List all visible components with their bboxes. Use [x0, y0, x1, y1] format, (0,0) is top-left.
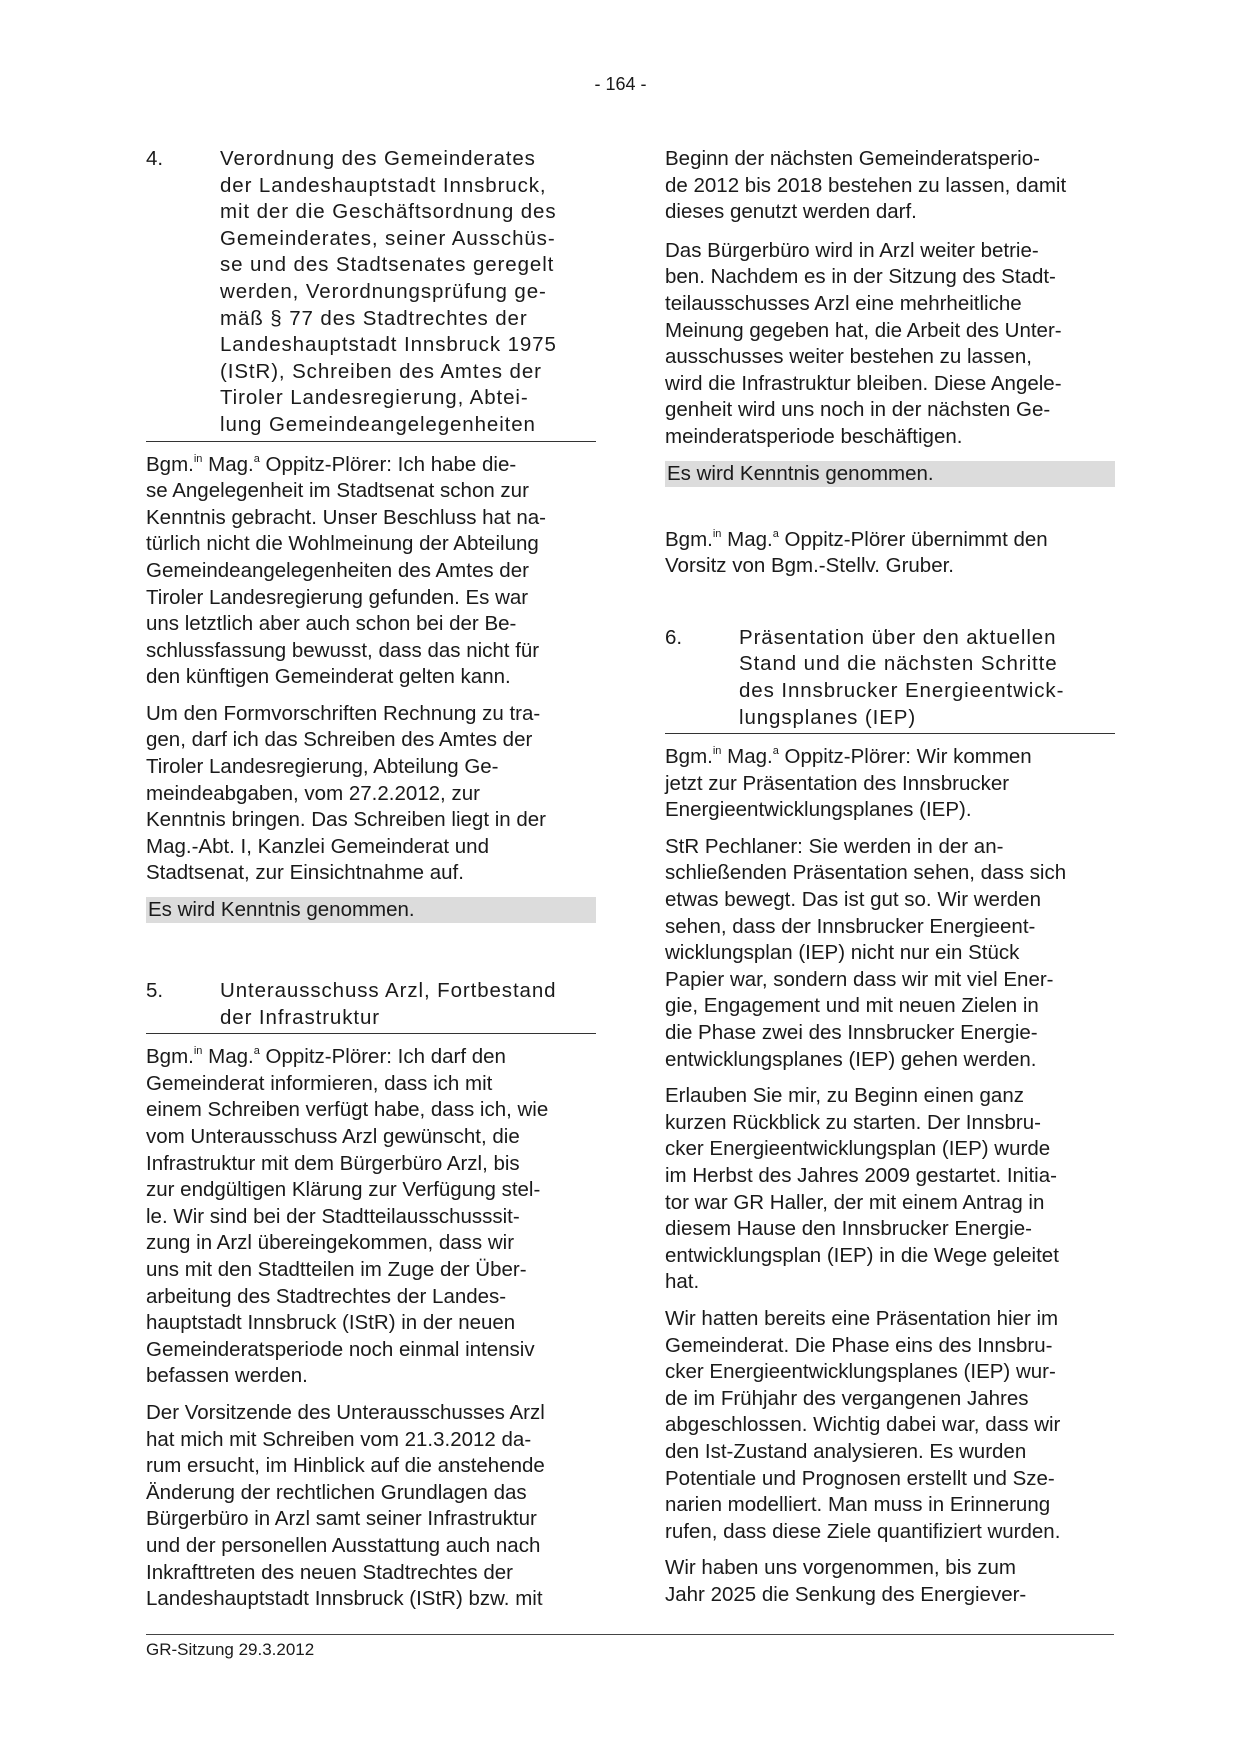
line: se und des Stadtsenates geregelt — [220, 253, 555, 277]
line: lungsplanes (IEP) — [739, 705, 917, 729]
line: StR Pechlaner: Sie werden in der an- — [665, 834, 1004, 858]
speaker-title: Mag. — [721, 527, 773, 551]
agenda-number: 6. — [665, 625, 683, 649]
paragraph — [665, 146, 1115, 226]
speaker-title: Bgm. — [146, 1045, 194, 1069]
line: diesem Hause den Innsbrucker Energie- — [665, 1217, 1032, 1241]
line: Landeshauptstadt Innsbruck (IStR) bzw. mit — [146, 1587, 543, 1611]
line: ben. Nachdem es in der Sitzung des Stadt- — [665, 265, 1056, 289]
line: zur endgültigen Klärung zur Verfügung stel- — [146, 1178, 541, 1202]
line — [146, 452, 596, 479]
line: Vorsitz von Bgm.-Stellv. Gruber. — [665, 554, 955, 578]
line: Mag.-Abt. I, Kanzlei Gemeinderat und — [146, 834, 489, 858]
paragraph — [665, 1306, 1115, 1545]
line: etwas bewegt. Das ist gut so. Wir werden — [665, 888, 1041, 912]
left-column — [146, 146, 596, 1623]
line: Verordnung des Gemeinderates — [220, 147, 536, 170]
line: Erlauben Sie mir, zu Beginn einen ganz — [665, 1084, 1024, 1108]
line: mäß § 77 des Stadtrechtes der — [220, 306, 528, 330]
line: gen, darf ich das Schreiben des Amtes der — [146, 728, 533, 752]
line: wicklungsplan (IEP) nicht nur ein Stück — [665, 941, 1020, 965]
line: sehen, dass der Innsbrucker Energieent- — [665, 914, 1036, 938]
speaker-text: Oppitz-Plörer: Wir kommen — [778, 745, 1032, 769]
line: rufen, dass diese Ziele quantifiziert wurden. — [665, 1519, 1061, 1543]
line: lung Gemeindeangelegenheiten — [220, 412, 536, 436]
line: jetzt zur Präsentation des Innsbrucker — [665, 771, 1010, 795]
line: cker Energieentwicklungsplanes (IEP) wur- — [665, 1360, 1056, 1384]
line: wird die Infrastruktur bleiben. Diese Angele- — [665, 371, 1062, 395]
line: Meinung gegeben hat, die Arbeit des Unter- — [665, 318, 1062, 342]
agenda-title — [220, 146, 596, 439]
line: gie, Engagement und mit neuen Zielen in — [665, 994, 1039, 1018]
line: Bürgerbüro in Arzl samt seiner Infrastruktur — [146, 1507, 537, 1531]
line: arbeitung des Stadtrechtes der Landes- — [146, 1284, 507, 1308]
line: Gemeinderat. Die Phase eins des Innsbru- — [665, 1333, 1053, 1357]
line: einem Schreiben verfügt habe, dass ich, wie — [146, 1098, 549, 1122]
line: der Infrastruktur — [220, 1005, 380, 1029]
line: vom Unterausschuss Arzl gewünscht, die — [146, 1125, 520, 1148]
line: die Phase zwei des Innsbrucker Energie- — [665, 1021, 1038, 1045]
superscript: in — [712, 745, 722, 758]
line: den Ist-Zustand analysieren. Es wurden — [665, 1439, 1027, 1463]
line: ausschusses weiter bestehen zu lassen, — [665, 345, 1032, 369]
chair-change-note — [665, 527, 1115, 580]
line: Kenntnis gebracht. Unser Beschluss hat na- — [146, 505, 546, 529]
line: Der Vorsitzende des Unterausschusses Arzl — [146, 1400, 545, 1424]
superscript: in — [712, 527, 722, 540]
superscript: a — [253, 1045, 260, 1058]
right-column — [665, 146, 1115, 1619]
paragraph — [146, 701, 596, 887]
superscript: a — [772, 745, 779, 758]
line: Tiroler Landesregierung, Abtei- — [220, 386, 529, 410]
line: Präsentation über den aktuellen — [739, 625, 1057, 649]
line: rum ersucht, im Hinblick auf die anstehende — [146, 1454, 545, 1478]
line: des Innsbrucker Energieentwick- — [739, 678, 1065, 702]
line: der Landeshauptstadt Innsbruck, — [220, 173, 547, 197]
line: (IStR), Schreiben des Amtes der — [220, 359, 542, 383]
line: entwicklungsplanes (IEP) gehen werden. — [665, 1047, 1037, 1071]
speaker-title: Bgm. — [665, 527, 713, 551]
paragraph — [665, 744, 1115, 824]
paragraph — [665, 834, 1115, 1073]
line: teilausschusses Arzl eine mehrheitliche — [665, 291, 1022, 315]
line: Gemeinderates, seiner Ausschüs- — [220, 226, 556, 250]
line: Energieentwicklungsplanes (IEP). — [665, 798, 972, 822]
line: uns letztlich aber auch schon bei der Be- — [146, 612, 517, 636]
line: cker Energieentwicklungsplan (IEP) wurde — [665, 1137, 1051, 1161]
line: hat. — [665, 1270, 700, 1294]
agenda-item-6 — [665, 625, 1115, 734]
paragraph — [665, 1083, 1115, 1296]
superscript: a — [772, 527, 779, 540]
speaker-title: Mag. — [202, 452, 254, 476]
line: Potentiale und Prognosen erstellt und Sze- — [665, 1466, 1055, 1490]
line: Wir haben uns vorgenommen, bis zum — [665, 1556, 1016, 1580]
line: Gemeinderatsperiode noch einmal intensiv — [146, 1337, 535, 1361]
paragraph — [146, 1044, 596, 1390]
line: Infrastruktur mit dem Bürgerbüro Arzl, bis — [146, 1151, 520, 1175]
line: Um den Formvorschriften Rechnung zu tra- — [146, 701, 541, 725]
line: entwicklungsplan (IEP) in die Wege geleitet — [665, 1243, 1059, 1267]
line — [665, 744, 1115, 771]
line: Änderung der rechtlichen Grundlagen das — [146, 1480, 527, 1504]
line: hat mich mit Schreiben vom 21.3.2012 da- — [146, 1427, 532, 1451]
line: Papier war, sondern dass wir mit viel Ener- — [665, 967, 1054, 991]
line: Gemeinderat informieren, dass ich mit — [146, 1071, 493, 1095]
line: de 2012 bis 2018 bestehen zu lassen, damit — [665, 173, 1067, 197]
line: meinderatsperiode beschäftigen. — [665, 424, 963, 448]
line: kurzen Rückblick zu starten. Der Innsbru- — [665, 1110, 1041, 1134]
superscript: in — [193, 1045, 203, 1058]
paragraph — [665, 1555, 1115, 1608]
line: le. Wir sind bei der Stadtteilausschusssit- — [146, 1204, 520, 1228]
line — [146, 1044, 596, 1071]
line: Beginn der nächsten Gemeinderatsperio- — [665, 147, 1040, 170]
line: Stadtsenat, zur Einsichtnahme auf. — [146, 861, 464, 885]
speaker-title: Mag. — [721, 745, 773, 769]
agenda-item-4 — [146, 146, 596, 442]
line: schlussfassung bewusst, dass das nicht für — [146, 638, 540, 662]
agenda-number: 5. — [146, 979, 164, 1003]
resolution-note: Es wird Kenntnis genommen. — [146, 897, 596, 923]
line: werden, Verordnungsprüfung ge- — [220, 279, 547, 303]
line: den künftigen Gemeinderat gelten kann. — [146, 665, 511, 689]
line: Kenntnis bringen. Das Schreiben liegt in der — [146, 808, 546, 832]
superscript: a — [253, 452, 260, 465]
page-number: - 164 - — [594, 74, 647, 94]
line: mit der die Geschäftsordnung des — [220, 200, 557, 224]
paragraph — [665, 238, 1115, 451]
line: abgeschlossen. Wichtig dabei war, dass wir — [665, 1413, 1061, 1437]
agenda-title — [220, 978, 596, 1031]
line: tor war GR Haller, der mit einem Antrag in — [665, 1190, 1045, 1214]
paragraph — [146, 1400, 596, 1613]
agenda-title — [739, 625, 1115, 731]
line: Stand und die nächsten Schritte — [739, 652, 1058, 676]
line: se Angelegenheit im Stadtsenat schon zur — [146, 479, 529, 503]
speaker-text: Oppitz-Plörer: Ich darf den — [259, 1045, 506, 1069]
line: Tiroler Landesregierung gefunden. Es war — [146, 585, 529, 609]
line: narien modelliert. Man muss in Erinnerung — [665, 1493, 1051, 1517]
line: und der personellen Ausstattung auch nach — [146, 1533, 541, 1557]
resolution-note: Es wird Kenntnis genommen. — [665, 461, 1115, 487]
line: Tiroler Landesregierung, Abteilung Ge- — [146, 755, 499, 779]
line: Das Bürgerbüro wird in Arzl weiter betrie- — [665, 238, 1039, 262]
line: genheit wird uns noch in der nächsten Ge- — [665, 398, 1051, 422]
speaker-text: Oppitz-Plörer übernimmt den — [778, 527, 1048, 551]
line: Gemeindeangelegenheiten des Amtes der — [146, 558, 529, 582]
line: Wir hatten bereits eine Präsentation hier im — [665, 1306, 1059, 1330]
line: dieses genutzt werden darf. — [665, 200, 917, 224]
line — [665, 527, 1115, 554]
paragraph — [146, 452, 596, 691]
line: im Herbst des Jahres 2009 gestartet. Initia- — [665, 1164, 1057, 1187]
speaker-text: Oppitz-Plörer: Ich habe die- — [259, 452, 517, 476]
line: meindeabgaben, vom 27.2.2012, zur — [146, 781, 480, 805]
line: uns mit den Stadtteilen im Zuge der Über- — [146, 1257, 527, 1281]
line: Inkrafttreten des neuen Stadtrechtes der — [146, 1560, 513, 1584]
line: Unterausschuss Arzl, Fortbestand — [220, 979, 557, 1003]
line: türlich nicht die Wohlmeinung der Abteilung — [146, 532, 539, 556]
line: schließenden Präsentation sehen, dass sich — [665, 861, 1067, 885]
line: Landeshauptstadt Innsbruck 1975 — [220, 333, 557, 357]
speaker-title: Bgm. — [146, 452, 194, 476]
line: de im Frühjahr des vergangenen Jahres — [665, 1386, 1029, 1410]
line: Jahr 2025 die Senkung des Energiever- — [665, 1582, 1027, 1606]
footer-session-date: GR-Sitzung 29.3.2012 — [146, 1640, 315, 1659]
footer-divider — [146, 1634, 1114, 1635]
agenda-item-5 — [146, 978, 596, 1034]
superscript: in — [193, 452, 203, 465]
agenda-number: 4. — [146, 147, 164, 170]
speaker-title: Bgm. — [665, 745, 713, 769]
line: hauptstadt Innsbruck (IStR) in der neuen — [146, 1311, 516, 1335]
speaker-title: Mag. — [202, 1045, 254, 1069]
line: befassen werden. — [146, 1364, 308, 1388]
line: zung in Arzl übereingekommen, dass wir — [146, 1231, 515, 1255]
